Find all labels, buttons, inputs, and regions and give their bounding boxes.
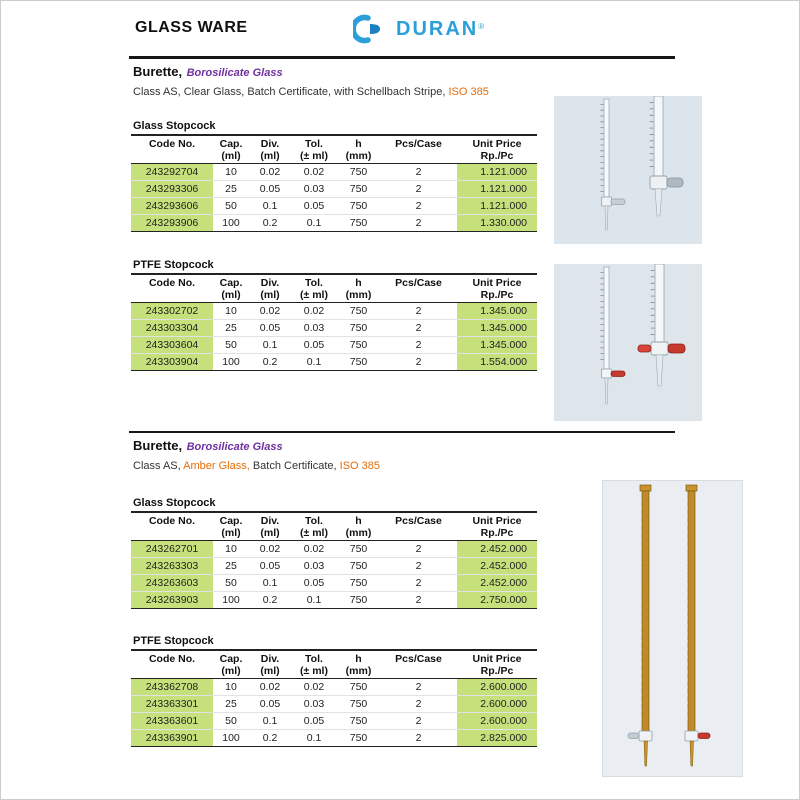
value-cell: 10	[213, 303, 249, 320]
section-title-main: Burette,	[133, 438, 183, 453]
value-cell: 25	[213, 320, 249, 337]
value-cell: 0.02	[291, 303, 337, 320]
subtitle-iso-standard: ISO 385	[448, 86, 489, 98]
table-row	[131, 337, 537, 354]
value-cell: 0.05	[249, 320, 291, 337]
column-header: h (mm)	[345, 138, 372, 162]
value-cell: 750	[337, 181, 380, 198]
duran-logo-icon	[353, 14, 389, 44]
value-cell: 2	[380, 181, 457, 198]
subtitle-iso-standard: ISO 385	[339, 460, 381, 472]
header-row	[131, 135, 537, 164]
table-row	[131, 320, 537, 337]
code-cell: 243303904	[131, 354, 213, 371]
value-cell: 10	[213, 679, 249, 696]
spec-table-ptfe-stopcock	[131, 273, 537, 371]
value-cell: 750	[337, 164, 380, 181]
code-cell: 243263303	[131, 558, 213, 575]
table-header	[131, 650, 537, 679]
value-cell: 0.1	[249, 713, 291, 730]
column-header: h (mm)	[345, 277, 372, 301]
column-header: Code No.	[148, 277, 196, 289]
registered-mark: ®	[478, 21, 485, 31]
value-cell: 750	[337, 696, 380, 713]
table-row	[131, 713, 537, 730]
value-cell: 50	[213, 575, 249, 592]
value-cell: 0.03	[291, 181, 337, 198]
value-cell: 50	[213, 337, 249, 354]
table-row	[131, 592, 537, 609]
table-row	[131, 198, 537, 215]
code-cell: 243263603	[131, 575, 213, 592]
column-header: Div. (ml)	[260, 653, 280, 677]
section-title	[133, 63, 283, 81]
table-label-ptfe-stopcock: PTFE Stopcock	[133, 635, 214, 647]
section-divider-rule	[129, 431, 675, 433]
section-title-accent: Borosilicate Glass	[186, 67, 283, 79]
value-cell: 0.1	[291, 592, 337, 609]
table-header	[131, 274, 537, 303]
code-cell: 243263903	[131, 592, 213, 609]
subtitle-amber-glass: Amber Glass,	[183, 460, 250, 472]
value-cell: 0.1	[291, 215, 337, 232]
value-cell: 2	[380, 354, 457, 371]
column-header: Tol. (± ml)	[300, 653, 328, 677]
table-row	[131, 215, 537, 232]
code-cell: 243362708	[131, 679, 213, 696]
column-header: h (mm)	[345, 653, 372, 677]
value-cell: 2	[380, 337, 457, 354]
price-cell: 1.121.000	[457, 198, 537, 215]
table-row	[131, 541, 537, 558]
table-row	[131, 164, 537, 181]
table-body	[131, 303, 537, 371]
value-cell: 2	[380, 575, 457, 592]
table-label-ptfe-stopcock: PTFE Stopcock	[133, 259, 214, 271]
value-cell: 750	[337, 592, 380, 609]
value-cell: 100	[213, 215, 249, 232]
value-cell: 0.05	[249, 558, 291, 575]
value-cell: 0.02	[291, 679, 337, 696]
section-title-accent: Borosilicate Glass	[186, 441, 283, 453]
code-cell: 243303604	[131, 337, 213, 354]
value-cell: 10	[213, 164, 249, 181]
table-header	[131, 135, 537, 164]
value-cell: 2	[380, 713, 457, 730]
value-cell: 0.1	[291, 354, 337, 371]
price-cell: 2.452.000	[457, 575, 537, 592]
value-cell: 0.02	[249, 679, 291, 696]
value-cell: 2	[380, 558, 457, 575]
value-cell: 2	[380, 592, 457, 609]
value-cell: 750	[337, 198, 380, 215]
price-cell: 1.554.000	[457, 354, 537, 371]
value-cell: 0.05	[291, 337, 337, 354]
value-cell: 0.05	[249, 181, 291, 198]
column-header: Div. (ml)	[260, 138, 280, 162]
duran-logo	[353, 14, 484, 44]
value-cell: 2	[380, 320, 457, 337]
column-header: Unit Price Rp./Pc	[472, 277, 522, 301]
value-cell: 50	[213, 198, 249, 215]
value-cell: 2	[380, 215, 457, 232]
subtitle-text: Class AS,	[133, 460, 184, 472]
subtitle-text: Batch Certificate,	[249, 460, 340, 472]
value-cell: 25	[213, 558, 249, 575]
price-cell: 2.600.000	[457, 713, 537, 730]
value-cell: 0.2	[249, 354, 291, 371]
column-header: Code No.	[148, 515, 196, 527]
price-cell: 1.345.000	[457, 337, 537, 354]
code-cell: 243292704	[131, 164, 213, 181]
product-image-glass-stopcock	[554, 96, 702, 249]
price-cell: 2.600.000	[457, 679, 537, 696]
table-row	[131, 696, 537, 713]
column-header: Unit Price Rp./Pc	[472, 515, 522, 539]
brand-name: DURAN	[396, 17, 479, 40]
value-cell: 100	[213, 354, 249, 371]
value-cell: 0.2	[249, 215, 291, 232]
value-cell: 0.1	[249, 575, 291, 592]
burette-photo-ptfe-stopcock	[554, 264, 702, 421]
column-header: Pcs/Case	[395, 515, 442, 527]
value-cell: 0.2	[249, 730, 291, 747]
price-cell: 1.345.000	[457, 303, 537, 320]
value-cell: 750	[337, 730, 380, 747]
table-row	[131, 181, 537, 198]
column-header: Code No.	[148, 138, 196, 150]
spec-table-glass-stopcock	[131, 511, 537, 609]
price-cell: 2.750.000	[457, 592, 537, 609]
column-header: Cap. (ml)	[219, 515, 243, 539]
section-subtitle	[133, 86, 489, 98]
column-header: Div. (ml)	[260, 277, 280, 301]
code-cell: 243363901	[131, 730, 213, 747]
value-cell: 10	[213, 541, 249, 558]
table-row	[131, 679, 537, 696]
column-header: Tol. (± ml)	[300, 138, 328, 162]
column-header: Cap. (ml)	[219, 138, 243, 162]
code-cell: 243303304	[131, 320, 213, 337]
value-cell: 750	[337, 679, 380, 696]
value-cell: 0.05	[291, 713, 337, 730]
price-cell: 1.121.000	[457, 181, 537, 198]
value-cell: 0.03	[291, 320, 337, 337]
value-cell: 0.03	[291, 558, 337, 575]
value-cell: 0.1	[291, 730, 337, 747]
value-cell: 25	[213, 181, 249, 198]
price-cell: 2.452.000	[457, 558, 537, 575]
table-label-glass-stopcock: Glass Stopcock	[133, 497, 216, 509]
burette-photo-amber	[602, 480, 743, 777]
header-row	[131, 512, 537, 541]
value-cell: 2	[380, 730, 457, 747]
value-cell: 750	[337, 337, 380, 354]
header-row	[131, 274, 537, 303]
column-header: Tol. (± ml)	[300, 277, 328, 301]
value-cell: 2	[380, 303, 457, 320]
price-cell: 2.600.000	[457, 696, 537, 713]
value-cell: 0.03	[291, 696, 337, 713]
value-cell: 0.05	[249, 696, 291, 713]
table-row	[131, 303, 537, 320]
burette-photo-glass-stopcock	[554, 96, 702, 244]
column-header: Unit Price Rp./Pc	[472, 653, 522, 677]
product-image-amber-burettes	[602, 480, 743, 782]
section-title-main: Burette,	[133, 64, 183, 79]
section-title	[133, 437, 283, 455]
value-cell: 0.02	[291, 541, 337, 558]
column-header: Cap. (ml)	[219, 653, 243, 677]
code-cell: 243262701	[131, 541, 213, 558]
table-row	[131, 354, 537, 371]
value-cell: 2	[380, 198, 457, 215]
page-title: GLASS WARE	[135, 19, 248, 36]
column-header: Unit Price Rp./Pc	[472, 138, 522, 162]
table-body	[131, 541, 537, 609]
value-cell: 25	[213, 696, 249, 713]
code-cell: 243363601	[131, 713, 213, 730]
value-cell: 0.1	[249, 337, 291, 354]
value-cell: 750	[337, 215, 380, 232]
code-cell: 243363301	[131, 696, 213, 713]
value-cell: 100	[213, 592, 249, 609]
column-header: Code No.	[148, 653, 196, 665]
value-cell: 0.02	[249, 164, 291, 181]
price-cell: 1.121.000	[457, 164, 537, 181]
table-label-glass-stopcock: Glass Stopcock	[133, 120, 216, 132]
table-row	[131, 558, 537, 575]
value-cell: 0.1	[249, 198, 291, 215]
value-cell: 750	[337, 575, 380, 592]
price-cell: 1.345.000	[457, 320, 537, 337]
column-header: Cap. (ml)	[219, 277, 243, 301]
value-cell: 0.05	[291, 198, 337, 215]
code-cell: 243293306	[131, 181, 213, 198]
value-cell: 0.02	[249, 303, 291, 320]
subtitle-text: Class AS, Clear Glass, Batch Certificate, with Schellbach Stripe,	[133, 86, 449, 98]
table-row	[131, 730, 537, 747]
value-cell: 750	[337, 354, 380, 371]
value-cell: 750	[337, 713, 380, 730]
price-cell: 2.452.000	[457, 541, 537, 558]
value-cell: 750	[337, 541, 380, 558]
section-amber-glass	[131, 437, 677, 800]
column-header: Tol. (± ml)	[300, 515, 328, 539]
value-cell: 750	[337, 303, 380, 320]
column-header: Div. (ml)	[260, 515, 280, 539]
table-body	[131, 679, 537, 747]
header-rule	[129, 56, 675, 59]
header-row	[131, 650, 537, 679]
product-image-ptfe-stopcock	[554, 264, 702, 426]
spec-table-ptfe-stopcock	[131, 649, 537, 747]
column-header: Pcs/Case	[395, 138, 442, 150]
value-cell: 2	[380, 679, 457, 696]
value-cell: 750	[337, 558, 380, 575]
value-cell: 0.02	[249, 541, 291, 558]
value-cell: 0.05	[291, 575, 337, 592]
column-header: h (mm)	[345, 515, 372, 539]
value-cell: 100	[213, 730, 249, 747]
column-header: Pcs/Case	[395, 653, 442, 665]
spec-table-glass-stopcock	[131, 134, 537, 232]
value-cell: 0.2	[249, 592, 291, 609]
price-cell: 2.825.000	[457, 730, 537, 747]
price-cell: 1.330.000	[457, 215, 537, 232]
table-body	[131, 164, 537, 232]
value-cell: 50	[213, 713, 249, 730]
column-header: Pcs/Case	[395, 277, 442, 289]
section-subtitle	[133, 460, 380, 472]
code-cell: 243293606	[131, 198, 213, 215]
table-row	[131, 575, 537, 592]
value-cell: 2	[380, 696, 457, 713]
value-cell: 2	[380, 541, 457, 558]
value-cell: 2	[380, 164, 457, 181]
code-cell: 243302702	[131, 303, 213, 320]
value-cell: 750	[337, 320, 380, 337]
table-header	[131, 512, 537, 541]
code-cell: 243293906	[131, 215, 213, 232]
value-cell: 0.02	[291, 164, 337, 181]
